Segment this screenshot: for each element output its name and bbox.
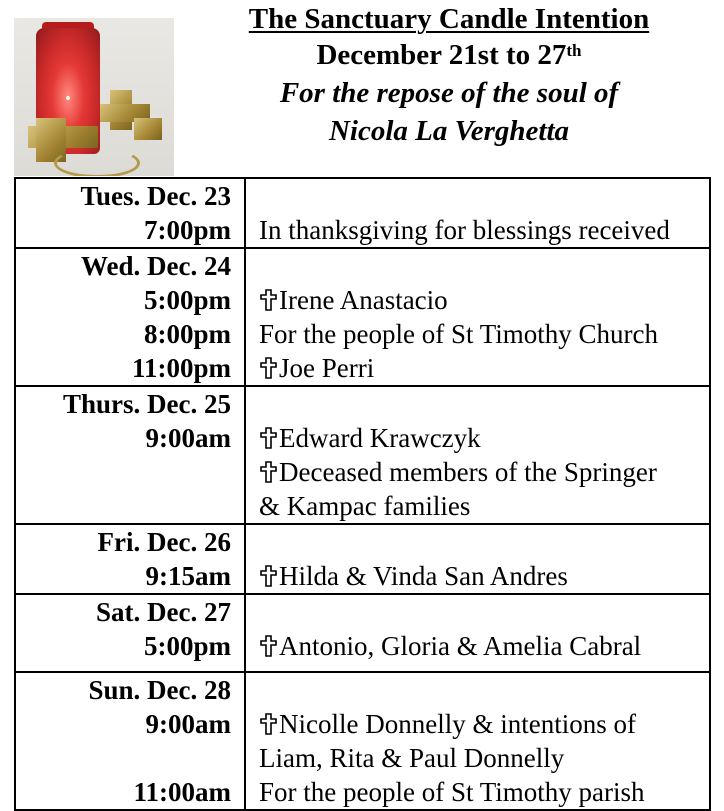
- mass-time: 11:00am: [133, 777, 231, 807]
- intention-text: & Kampac families: [259, 491, 471, 521]
- day-label: Tues. Dec. 23: [80, 181, 231, 211]
- spacer: [259, 179, 709, 213]
- intention-text: Nicolle Donnelly & intentions of: [279, 709, 636, 739]
- intention-cell: [245, 524, 710, 594]
- intention-text: For the people of St Timothy Church: [259, 319, 659, 349]
- mass-time: 5:00pm: [144, 631, 231, 661]
- intention-text: Edward Krawczyk: [279, 423, 481, 453]
- candle-flame: [66, 96, 70, 100]
- intention-header: [184, 2, 714, 150]
- spacer: [259, 249, 709, 283]
- date-ordinal-suffix: th: [566, 41, 582, 60]
- intention-text: Liam, Rita & Paul Donnelly: [259, 743, 565, 773]
- intention-entry: [259, 351, 709, 385]
- mass-time: 9:15am: [145, 561, 231, 591]
- intention-cell: [245, 178, 710, 248]
- intention-text: Deceased members of the Springer: [279, 457, 657, 487]
- intention-cell: [245, 672, 710, 810]
- mass-time: 5:00pm: [144, 285, 231, 315]
- intention-entry: [259, 421, 709, 455]
- intention-entry: [259, 741, 709, 775]
- intention-text: Joe Perri: [279, 353, 375, 383]
- mass-time: [16, 455, 231, 489]
- mass-time: 7:00pm: [144, 215, 231, 245]
- dedication-line-1: For the repose of the soul of: [279, 77, 619, 109]
- day-label: Thurs. Dec. 25: [63, 389, 231, 419]
- day-time-cell: [15, 386, 245, 524]
- page-title: The Sanctuary Candle Intention: [248, 3, 650, 35]
- day-time-cell: [15, 248, 245, 386]
- intention-entry: [259, 489, 709, 523]
- mass-schedule-table: [14, 177, 711, 811]
- intention-entry: [259, 283, 709, 317]
- cross-icon: [259, 457, 278, 479]
- intention-text: Antonio, Gloria & Amelia Cabral: [279, 631, 642, 661]
- intention-text: Hilda & Vinda San Andres: [279, 561, 568, 591]
- day-label: Fri. Dec. 26: [97, 527, 231, 557]
- intention-entry: [259, 317, 709, 351]
- cross-icon: [259, 631, 278, 653]
- day-time-cell: [15, 672, 245, 810]
- intention-cell: [245, 386, 710, 524]
- day-label: Sun. Dec. 28: [88, 675, 231, 705]
- intention-entry: [259, 629, 709, 663]
- cross-icon: [259, 423, 278, 445]
- brass-arm: [54, 148, 140, 176]
- date-range-text: December 21st to 27: [316, 39, 567, 71]
- mass-time: 8:00pm: [144, 319, 231, 349]
- schedule-row: [15, 178, 710, 248]
- schedule-row: [15, 672, 710, 810]
- cross-icon: [259, 353, 278, 375]
- intention-entry: [259, 707, 709, 741]
- brass-holder: [134, 118, 162, 140]
- schedule-row: [15, 524, 710, 594]
- intention-text: Irene Anastacio: [279, 285, 448, 315]
- spacer: [259, 595, 709, 629]
- intention-entry: [259, 213, 709, 247]
- mass-time: 9:00am: [145, 423, 231, 453]
- spacer: [259, 525, 709, 559]
- spacer: [259, 673, 709, 707]
- intention-cell: [245, 248, 710, 386]
- cross-icon: [259, 709, 278, 731]
- cross-icon: [259, 285, 278, 307]
- day-time-cell: [15, 594, 245, 672]
- mass-time: 9:00am: [145, 709, 231, 739]
- spacer: [259, 387, 709, 421]
- schedule-row: [15, 248, 710, 386]
- day-time-cell: [15, 524, 245, 594]
- schedule-row: [15, 386, 710, 524]
- mass-time: [16, 489, 231, 523]
- dedication-line-2: Nicola La Verghetta: [328, 115, 570, 147]
- date-range: [184, 36, 714, 74]
- intention-entry: [259, 559, 709, 593]
- cross-icon: [259, 561, 278, 583]
- mass-time: [16, 741, 231, 775]
- intention-text: In thanksgiving for blessings received: [259, 215, 670, 245]
- mass-time: 11:00pm: [131, 353, 231, 383]
- intention-entry: [259, 775, 709, 809]
- day-label: Sat. Dec. 27: [96, 597, 231, 627]
- sanctuary-candle-photo: [14, 18, 174, 176]
- intention-entry: [259, 455, 709, 489]
- schedule-row: [15, 594, 710, 672]
- day-time-cell: [15, 178, 245, 248]
- intention-cell: [245, 594, 710, 672]
- intention-text: For the people of St Timothy parish: [259, 777, 645, 807]
- day-label: Wed. Dec. 24: [81, 251, 231, 281]
